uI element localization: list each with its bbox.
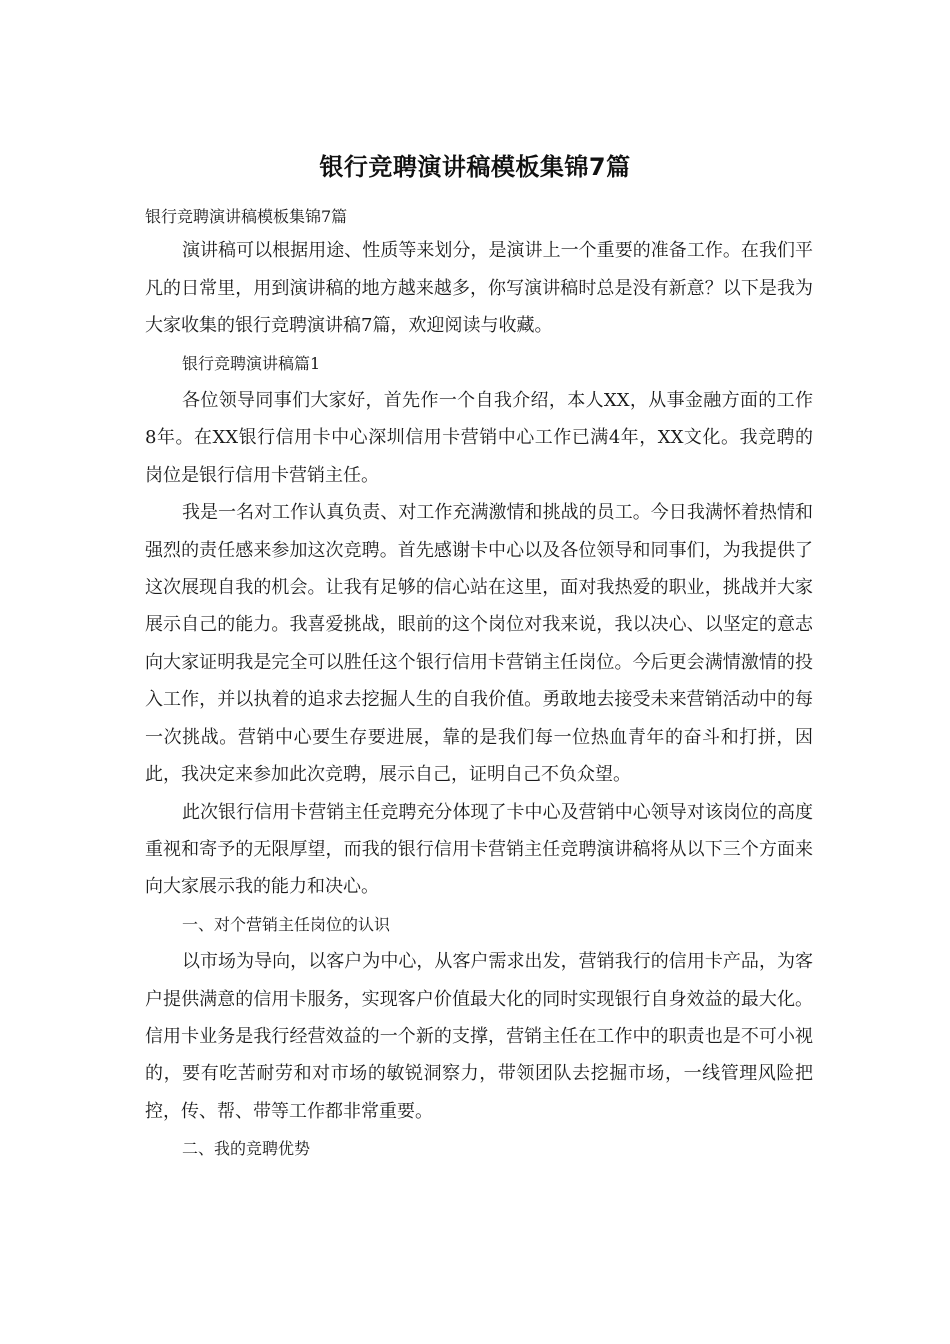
body-paragraph: 各位领导同事们大家好，首先作一个自我介绍，本人XX，从事金融方面的工作8年。在XX银行信用卡中心深圳信用卡营销中心工作已满4年，XX文化。我竞聘的岗位是银行信用卡营销主任。 (145, 390, 813, 486)
body-paragraph: 此次银行信用卡营销主任竞聘充分体现了卡中心及营销中心领导对该岗位的高度重视和寄予的无限厚望，而我的银行信用卡营销主任竞聘演讲稿将从以下三个方面来向大家展示我的能力和决心。 (145, 801, 813, 898)
body-paragraph: 以市场为导向，以客户为中心，从客户需求出发，营销我行的信用卡产品，为客户提供满意的信用卡服务，实现客户价值最大化的同时实现银行自身效益的最大化。信用卡业务是我行经营效益的一个新的支撑，营销主任在工作中的职责也是不可小视的，要有吃苦耐劳和对市场的敏锐洞察力，带领团队去挖掘市场，一线管理风险把控，传、帮、带等工作都非常重要。 (145, 951, 813, 1122)
section-heading-role-understanding: 一、对个营销主任岗位的认识 (182, 914, 391, 934)
section-heading-speech-1: 银行竞聘演讲稿篇1 (182, 353, 321, 373)
document-title: 银行竞聘演讲稿模板集锦7篇 (319, 153, 631, 181)
document-subtitle: 银行竞聘演讲稿模板集锦7篇 (145, 207, 348, 226)
document-body (145, 198, 813, 1168)
section-heading-advantages: 二、我的竞聘优势 (182, 1139, 311, 1159)
body-paragraph: 我是一名对工作认真负责、对工作充满激情和挑战的员工。今日我满怀着热情和强烈的责任感来参加这次竞聘。首先感谢卡中心以及各位领导和同事们，为我提供了这次展现自我的机会。让我有足够的信心站在这里，面对我热爱的职业，挑战并大家展示自己的能力。我喜爱挑战，眼前的这个岗位对我来说，我以决心、以坚定的意志向大家证明我是完全可以胜任这个银行信用卡营销主任岗位。今后更会满情激情的投入工作，并以执着的追求去挖掘人生的自我价值。勇敢地去接受未来营销活动中的每一次挑战。营销中心要生存要进展，靠的是我们每一位热血青年的奋斗和打拼，因此，我决定来参加此次竞聘，展示自己，证明自己不负众望。 (145, 502, 813, 786)
intro-paragraph: 演讲稿可以根据用途、性质等来划分，是演讲上一个重要的准备工作。在我们平凡的日常里，用到演讲稿的地方越来越多，你写演讲稿时总是没有新意？以下是我为大家收集的银行竞聘演讲稿7篇，欢迎阅读与收藏。 (145, 240, 813, 337)
